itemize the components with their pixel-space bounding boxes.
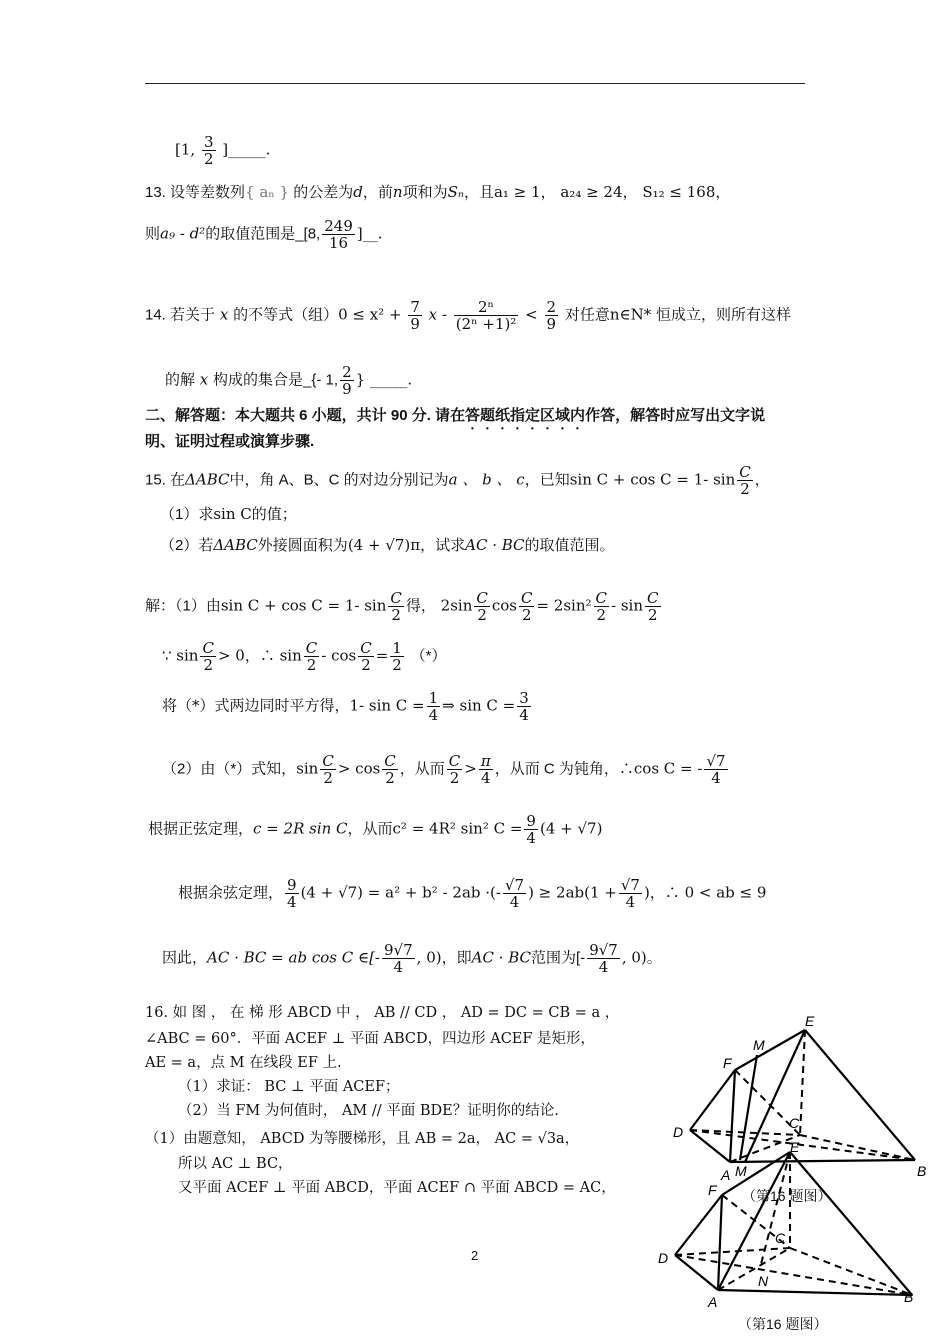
text: 根据正弦定理，	[148, 820, 254, 838]
vertex-label: F	[708, 1182, 717, 1198]
fraction	[304, 640, 319, 673]
header-rule	[145, 83, 805, 84]
fraction	[545, 299, 559, 332]
denominator: (2ⁿ +1)²	[455, 315, 517, 333]
denominator: 2	[391, 606, 401, 624]
numerator: 9√7	[589, 941, 618, 959]
denominator: 2	[323, 769, 333, 787]
math: a₉ - d²	[160, 224, 206, 243]
text: ，	[540, 183, 556, 201]
fraction	[503, 877, 526, 910]
question-16-line2	[145, 1028, 595, 1050]
numerator: 2	[546, 298, 557, 316]
question-16-part1	[178, 1076, 400, 1098]
denominator: 4	[711, 769, 721, 787]
vertex-label: M	[735, 1163, 747, 1179]
math: , 0)	[416, 948, 442, 967]
numerator: 1	[392, 639, 402, 657]
vertex-label: A	[708, 1294, 718, 1310]
denominator: 4	[519, 706, 529, 724]
numerator: 1	[428, 689, 439, 707]
fraction	[587, 942, 620, 975]
denominator: 2	[361, 656, 371, 674]
math: sin C	[213, 505, 252, 523]
fraction	[388, 590, 403, 623]
section-2-heading-line2	[145, 431, 314, 453]
solution-15-step5	[148, 813, 602, 846]
math: sin C + cos C = 1- sin	[220, 596, 387, 615]
text: 因此，	[162, 949, 208, 967]
math: = 2sin²	[536, 596, 592, 615]
text: 15. 在	[145, 471, 186, 489]
denominator: 2	[392, 656, 402, 674]
numerator: 2ⁿ	[454, 299, 519, 316]
question-16-line1	[145, 1002, 619, 1024]
text: （2）若	[160, 537, 214, 554]
denominator: 2	[647, 606, 658, 624]
denominator: 4	[393, 958, 404, 976]
vertex-label: C	[775, 1230, 786, 1246]
text: 所以 AC ⊥ BC，	[178, 1156, 293, 1172]
vertex-label: N	[758, 1273, 769, 1289]
text: ，已知	[524, 471, 570, 489]
text: 外接圆面积为	[257, 537, 348, 554]
fraction	[320, 753, 335, 786]
math: )，∴ 0 < ab ≤ 9	[643, 883, 767, 902]
math: AC · BC = ab cos C ∈[-	[207, 948, 380, 967]
vertex-label: D	[658, 1250, 669, 1266]
numerator: C	[360, 639, 372, 657]
denominator: 4	[509, 893, 520, 911]
fraction	[390, 640, 404, 673]
fraction	[382, 753, 397, 786]
vertex-label: A	[721, 1167, 731, 1183]
fraction	[704, 753, 727, 786]
math: 2sin	[440, 596, 473, 615]
text: （1）求	[160, 506, 214, 523]
text: AE = a，点 M 在线段 EF 上.	[145, 1055, 342, 1071]
math: - sin	[611, 596, 644, 615]
math: ) ≥ 2ab(1 +	[528, 883, 617, 902]
math: ∵ sin	[162, 646, 199, 665]
text: 则	[145, 225, 161, 243]
solution-15-step1	[145, 590, 663, 623]
text: （2）由（*）式知，	[162, 760, 297, 778]
denominator: 2	[449, 769, 460, 787]
math: =	[375, 646, 389, 665]
math: x -	[428, 305, 447, 324]
numerator: 7	[410, 298, 420, 316]
numerator: C	[476, 589, 488, 607]
numerator: 2	[342, 363, 352, 381]
fraction	[340, 364, 354, 397]
denominator: 4	[428, 706, 439, 724]
solution-15-step3	[162, 690, 533, 723]
denominator: 9	[546, 315, 557, 333]
solution-16-line3	[178, 1177, 616, 1199]
emphasis-text: 答题纸指定区域内	[465, 407, 586, 424]
vertex-label: M	[753, 1037, 765, 1053]
math: a₁ ≥ 1	[493, 183, 541, 201]
math: S₁₂ ≤ 168	[642, 183, 716, 201]
numerator: C	[739, 463, 751, 481]
text: 16. 如 图 ， 在 梯 形 ABCD 中 ， AB // CD ， AD = DC = CB = a ，	[145, 1005, 620, 1021]
fraction	[454, 299, 519, 332]
math: > 0，∴ sin	[217, 646, 302, 665]
math: >	[464, 759, 477, 778]
math: x	[199, 370, 209, 389]
text: ，从而	[399, 760, 445, 778]
page-number: 2	[471, 1248, 479, 1263]
text: 二、解答题：本大题共 6 小题，共计 90 分. 请在	[145, 407, 466, 424]
numerator: C	[384, 752, 396, 770]
text: ]__.	[356, 224, 383, 243]
denominator: 4	[526, 829, 536, 847]
math: { aₙ }	[245, 183, 290, 201]
text: 作答，解答时应写出文字说	[585, 407, 766, 424]
figure-caption: （第16 题图）	[738, 1316, 828, 1332]
text: 解：（1）由	[145, 597, 221, 615]
text: ，试求	[420, 537, 466, 554]
fraction	[200, 640, 215, 673]
question-15-part2	[160, 534, 615, 557]
text: （*）	[410, 647, 447, 665]
math: ΔABC	[213, 536, 258, 554]
numerator: C	[322, 752, 334, 770]
fraction	[479, 753, 493, 786]
text: ∠ABC = 60°．平面 ACEF ⊥ 平面 ABCD，四边形 ACEF 是矩形，	[145, 1031, 596, 1047]
denominator: 2	[203, 150, 214, 168]
denominator: 2	[385, 769, 395, 787]
numerator: π	[480, 752, 491, 770]
math: a₂₄ ≥ 24	[560, 183, 623, 201]
denominator: 2	[596, 606, 607, 624]
question-15-part1	[160, 503, 297, 526]
text: 的解	[165, 371, 196, 389]
fraction	[594, 590, 609, 623]
math: d	[353, 183, 363, 201]
denominator: 4	[625, 893, 636, 911]
solution-16-line2	[178, 1153, 293, 1175]
fraction	[524, 813, 538, 846]
denominator: 9	[410, 315, 420, 333]
math: (4 + √7)	[539, 819, 603, 838]
denominator: 2	[521, 606, 532, 624]
numerator: C	[305, 639, 318, 657]
numerator: √7	[620, 876, 640, 894]
denominator: 9	[342, 380, 352, 398]
text: ，且	[463, 184, 494, 201]
denominator: 2	[203, 656, 213, 674]
numerator: C	[202, 639, 214, 657]
solution-15-step7	[162, 942, 662, 975]
numerator: √7	[706, 752, 726, 770]
math: (4 + √7) = a² + b² - 2ab ·(-	[300, 883, 501, 902]
answer-12	[175, 134, 270, 167]
math: AC · BC	[465, 536, 525, 554]
math: <	[525, 305, 538, 324]
text: [1,	[175, 140, 196, 159]
numerator: 9	[287, 876, 297, 894]
text: 对任意n∈N* 恒成立，则所有这样	[564, 305, 791, 324]
vertex-label: D	[673, 1124, 684, 1140]
text: } _____.	[355, 370, 413, 389]
solution-16-line1	[145, 1128, 579, 1150]
denominator: 4	[481, 769, 491, 787]
numerator: 3	[203, 133, 214, 151]
text: 14. 若关于	[145, 306, 216, 324]
text: 明、证明过程或演算步骤.	[145, 433, 315, 450]
fraction	[474, 590, 489, 623]
math: , 0)。	[621, 948, 662, 967]
numerator: 249	[324, 217, 353, 235]
fraction	[408, 299, 422, 332]
fraction	[447, 753, 462, 786]
vertex-label: F	[723, 1055, 732, 1071]
math: AC · BC	[471, 948, 532, 967]
math: ⇒ sin C =	[442, 696, 516, 715]
vertex-label: B	[904, 1289, 914, 1305]
math: ΔABC	[185, 470, 230, 489]
denominator: 2	[740, 480, 750, 498]
math: Sₙ	[447, 183, 464, 201]
fraction	[202, 134, 216, 167]
text: 范围为[-	[531, 949, 586, 967]
text: ]_____.	[222, 140, 271, 159]
numerator: 3	[519, 689, 529, 707]
numerator: C	[647, 589, 659, 607]
text: （2）当 FM 为何值时， AM // 平面 BDE？证明你的结论.	[178, 1103, 559, 1119]
numerator: C	[448, 752, 461, 770]
vertex-label: B	[917, 1163, 927, 1179]
math: a 、 b 、 c	[448, 470, 525, 489]
question-16-line3	[145, 1052, 342, 1074]
text: ，从而 C 为钝角，∴	[494, 760, 634, 778]
text: 的取值范围是_[8,	[205, 225, 321, 243]
section-2-heading	[145, 405, 765, 433]
text: 的取值范围。	[524, 537, 615, 554]
figure-caption: （第16 题图）	[742, 1188, 832, 1204]
text: 根据余弦定理，	[178, 884, 284, 902]
fraction	[517, 690, 531, 723]
text: 的值；	[251, 506, 297, 523]
math: sin	[296, 759, 319, 778]
denominator: 16	[329, 234, 349, 252]
math: 将（*）式两边同时平方得，1- sin C =	[162, 696, 425, 715]
text: （1）求证： BC ⊥ 平面 ACEF；	[178, 1079, 400, 1095]
math: cos C = -	[633, 759, 703, 778]
numerator: √7	[504, 876, 525, 894]
text: ，	[754, 470, 770, 489]
text: （1）由题意知， ABCD 为等腰梯形，且 AB = 2a， AC = √3a，	[145, 1131, 580, 1147]
math: c = 2R sin C	[253, 819, 348, 838]
text: 的公差为	[289, 184, 354, 201]
fraction	[382, 942, 415, 975]
numerator: 9√7	[384, 941, 413, 959]
math: x	[219, 305, 229, 324]
question-14-line2	[165, 364, 412, 397]
math: - cos	[321, 646, 357, 665]
text: 构成的集合是_{- 1,	[213, 371, 339, 389]
math: cos	[491, 596, 517, 615]
math: (4 + √7)π	[347, 536, 421, 554]
question-15	[145, 464, 770, 497]
vertex-label: C	[789, 1115, 800, 1131]
vertex-label: E	[790, 1140, 800, 1155]
vertex-label: E	[805, 1013, 815, 1029]
denominator: 2	[306, 656, 317, 674]
figure-16-bottom	[650, 1140, 940, 1310]
fraction	[519, 590, 534, 623]
fraction	[737, 464, 752, 497]
fraction	[645, 590, 660, 623]
numerator: C	[595, 589, 608, 607]
fraction	[322, 218, 355, 251]
fraction	[427, 690, 441, 723]
fraction	[285, 877, 299, 910]
denominator: 4	[287, 893, 297, 911]
text: 得，	[405, 597, 436, 615]
solution-15-step2	[162, 640, 446, 673]
question-13-line2	[145, 218, 383, 251]
solution-15-step4	[162, 753, 730, 786]
text: ，即	[441, 949, 472, 967]
text: ，前	[362, 184, 393, 201]
question-14	[145, 299, 791, 332]
text: 又平面 ACEF ⊥ 平面 ABCD，平面 ACEF ∩ 平面 ABCD = AC，	[178, 1180, 616, 1196]
text: 项和为	[402, 184, 448, 201]
fraction	[619, 877, 642, 910]
math: n	[392, 183, 403, 201]
denominator: 2	[477, 606, 487, 624]
text: ，	[622, 183, 638, 201]
text: 中，角 A、B、C 的对边分别记为	[229, 471, 449, 489]
text: ，	[715, 183, 731, 201]
solution-15-step6	[178, 877, 766, 910]
math: ，从而c² = 4R² sin² C =	[347, 819, 523, 838]
math: sin C + cos C = 1- sin	[569, 470, 736, 489]
numerator: 9	[526, 812, 536, 830]
numerator: C	[390, 589, 402, 607]
question-16-part2	[178, 1100, 559, 1122]
fraction	[358, 640, 373, 673]
numerator: C	[520, 589, 533, 607]
text: 13. 设等差数列	[145, 184, 246, 201]
question-13	[145, 181, 730, 204]
math: > cos	[337, 759, 381, 778]
denominator: 4	[598, 958, 609, 976]
math: 的不等式（组）0 ≤ x² +	[233, 305, 402, 324]
